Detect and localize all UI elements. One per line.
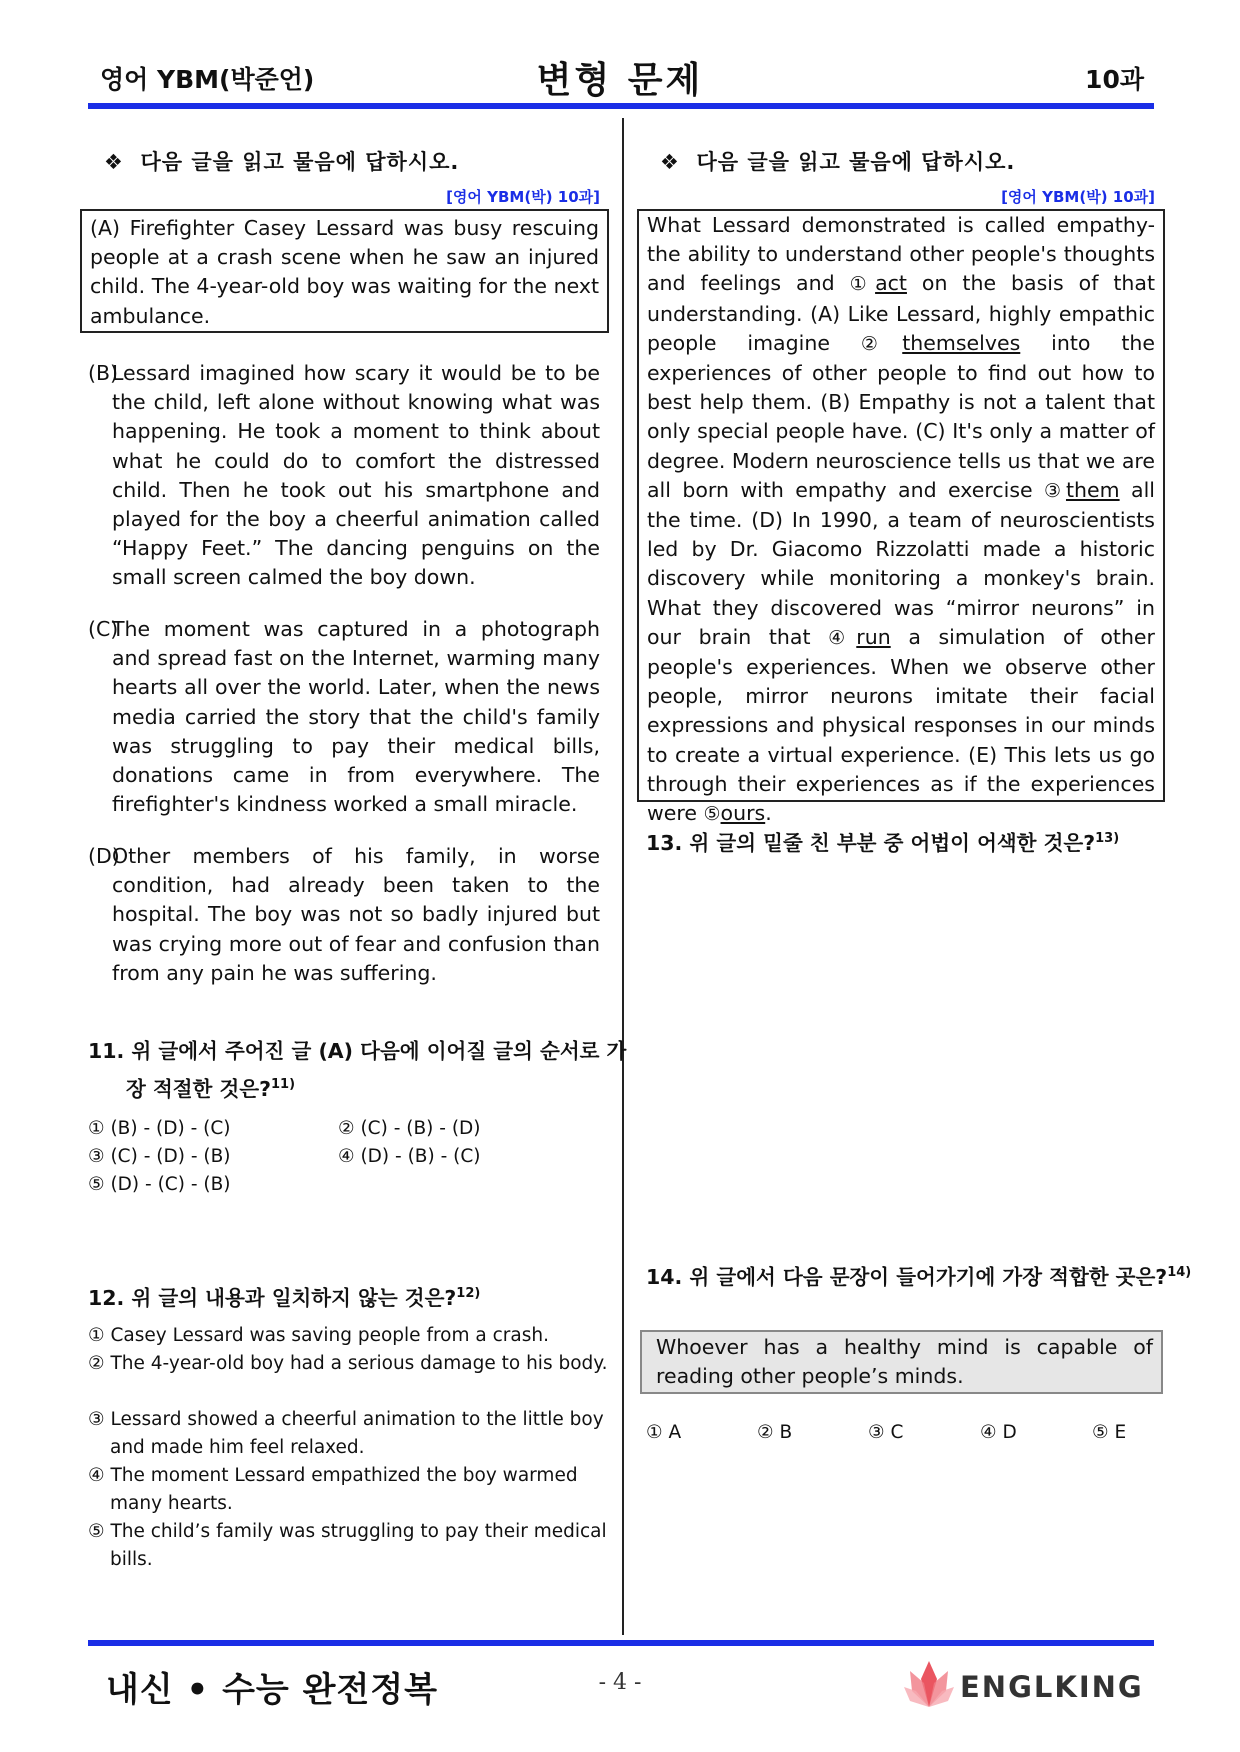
q11-option-4[interactable]: ④ (D) - (B) - (C): [338, 1146, 481, 1167]
paragraph-label: (C): [88, 617, 119, 641]
left-instruction-text: 다음 글을 읽고 물음에 답하시오.: [140, 150, 460, 174]
question-text: 위 글의 밑줄 친 부분 중 어법이 어색한 것은?: [689, 830, 1096, 855]
passage-text: .: [765, 801, 772, 826]
subject-label: 영어 YBM(박준언): [100, 65, 315, 94]
q14-option-3[interactable]: ③ C: [868, 1422, 904, 1443]
right-source: [영어 YBM(박) 10과]: [1001, 188, 1155, 206]
question-text: 위 글에서 다음 문장이 들어가기에 가장 적합한 곳은?: [689, 1264, 1168, 1289]
column-divider: [622, 118, 624, 1635]
underlined-2: themselves: [902, 330, 1021, 355]
paragraph-c: [88, 615, 600, 819]
q14-option-2[interactable]: ② B: [757, 1422, 793, 1443]
marker-4: ④: [828, 626, 857, 649]
passage-text: all the time. (D) In 1990, a team of neuroscientists led by Dr. Giacomo Rizzolatti made a historic discovery while monitoring a monkey's brain. What they discovered was “mirror neurons” in our brain that: [647, 477, 1155, 649]
marker-2: ②: [860, 332, 903, 355]
marker-5: ⑤: [703, 803, 721, 826]
left-source: [영어 YBM(박) 10과]: [446, 188, 600, 206]
footnote-ref: 13): [1095, 831, 1120, 846]
question-number: 11.: [88, 1039, 125, 1063]
question-text: 위 글에서 주어진 글 (A) 다음에 이어질 글의 순서로 가장 적절한 것은?: [126, 1039, 627, 1101]
question-number: 14.: [646, 1264, 683, 1289]
question-11: [88, 1035, 640, 1106]
q12-option-3[interactable]: ③ Lessard showed a cheerful animation to the little boy and made him feel relaxed.: [88, 1409, 604, 1458]
header-rule: [88, 103, 1154, 109]
insert-sentence-box: [640, 1330, 1163, 1394]
reading-passage-box: [637, 209, 1165, 826]
q14-option-5[interactable]: ⑤ E: [1092, 1422, 1127, 1443]
footer-rule: [88, 1640, 1154, 1646]
paragraph-b: [88, 359, 600, 593]
q12-option-2[interactable]: ② The 4-year-old boy had a serious damage to his body.: [88, 1353, 608, 1374]
question-number: 13.: [646, 830, 683, 855]
q11-option-2[interactable]: ② (C) - (B) - (D): [338, 1118, 481, 1139]
brand-name: ENGLKING: [960, 1670, 1144, 1704]
q11-option-1[interactable]: ① (B) - (D) - (C): [88, 1118, 231, 1139]
footnote-ref: 12): [456, 1286, 481, 1301]
question-14: [646, 1256, 1196, 1294]
q11-option-5[interactable]: ⑤ (D) - (C) - (B): [88, 1174, 231, 1195]
question-text: 위 글의 내용과 일치하지 않는 것은?: [131, 1285, 457, 1310]
q12-option-5[interactable]: ⑤ The child’s family was struggling to pay their medical bills.: [88, 1521, 607, 1570]
question-13: [646, 822, 1166, 860]
left-instruction: [104, 146, 459, 176]
lesson-label: 10과: [1085, 65, 1144, 94]
question-12: [88, 1277, 602, 1315]
paragraph-label: (B): [88, 361, 119, 385]
right-instruction-text: 다음 글을 읽고 물음에 답하시오.: [696, 150, 1016, 174]
paragraph-text: Other members of his family, in worse condition, had already been taken to the hospital. The boy was not so badly injured but was crying more out of fear and confusion than from any pain he was suffering.: [112, 844, 600, 985]
passage-text: on the basis of that understanding. (A) Like Lessard, highly empathic people imagine: [647, 271, 1156, 355]
paragraph-text: The moment was captured in a photograph and spread fast on the Internet, warming many hearts all over the world. Later, when the news media carried the story that the child's family was struggling to pay their medical bills, donations came in from everywhere. The firefighter's kindness worked a small miracle.: [112, 617, 600, 817]
passage-text: a simulation of other people's experiences. When we observe other people, mirror neurons imitate their facial expressions and physical responses in our minds to create a virtual experience. (E) This lets us go through their experiences as if the experiences were: [647, 624, 1155, 826]
diamond-bullet-icon: ❖: [104, 150, 124, 174]
given-passage-text: (A) Firefighter Casey Lessard was busy rescuing people at a crash scene when he saw an injured child. The 4-year-old boy was waiting for the next ambulance.: [90, 216, 599, 328]
underlined-5: ours: [720, 801, 766, 826]
underlined-4: run: [856, 624, 891, 649]
diamond-bullet-icon: ❖: [660, 150, 680, 174]
passage-text: into the experiences of other people to find out how to best help them. (B) Empathy is not a talent that only special people have. (C) It's only a matter of degree. Modern neuroscience tells us that we are all born with empathy and exercise: [647, 330, 1155, 502]
page-number: - 4 -: [598, 1670, 642, 1695]
q12-option-1[interactable]: ① Casey Lessard was saving people from a crash.: [88, 1325, 549, 1346]
question-number: 12.: [88, 1285, 125, 1310]
given-passage-box: [80, 209, 609, 333]
footnote-ref: 14): [1167, 1265, 1192, 1280]
marker-3: ③: [1044, 479, 1066, 502]
right-instruction: [660, 146, 1015, 176]
footer-slogan: 내신 • 수능 완전정복: [106, 1670, 438, 1710]
underlined-1: act: [875, 271, 907, 296]
q11-option-3[interactable]: ③ (C) - (D) - (B): [88, 1146, 231, 1167]
page-title: 변형 문제: [536, 60, 704, 101]
paragraph-label: (D): [88, 844, 120, 868]
paragraph-text: Lessard imagined how scary it would be to be the child, left alone without knowing what was happening. He took a moment to think about what he could do to comfort the distressed child. Then he took out his smartphone and played for the boy a cheerful animation called “Happy Feet.” The dancing penguins on the small screen calmed the boy down.: [112, 361, 600, 590]
insert-sentence-text: Whoever has a healthy mind is capable of reading other people’s minds.: [656, 1335, 1153, 1388]
paragraph-d: [88, 842, 600, 988]
underlined-3: them: [1065, 477, 1120, 502]
passage-text: What Lessard demonstrated is called empathy-the ability to understand other people's thoughts and feelings and: [647, 213, 1155, 296]
q14-option-4[interactable]: ④ D: [980, 1422, 1017, 1443]
footnote-ref: 11): [270, 1077, 296, 1092]
q12-option-4[interactable]: ④ The moment Lessard empathized the boy warmed many hearts.: [88, 1465, 578, 1514]
q14-option-1[interactable]: ① A: [646, 1422, 682, 1443]
marker-1: ①: [849, 273, 876, 296]
englking-logo-icon: [902, 1657, 956, 1711]
